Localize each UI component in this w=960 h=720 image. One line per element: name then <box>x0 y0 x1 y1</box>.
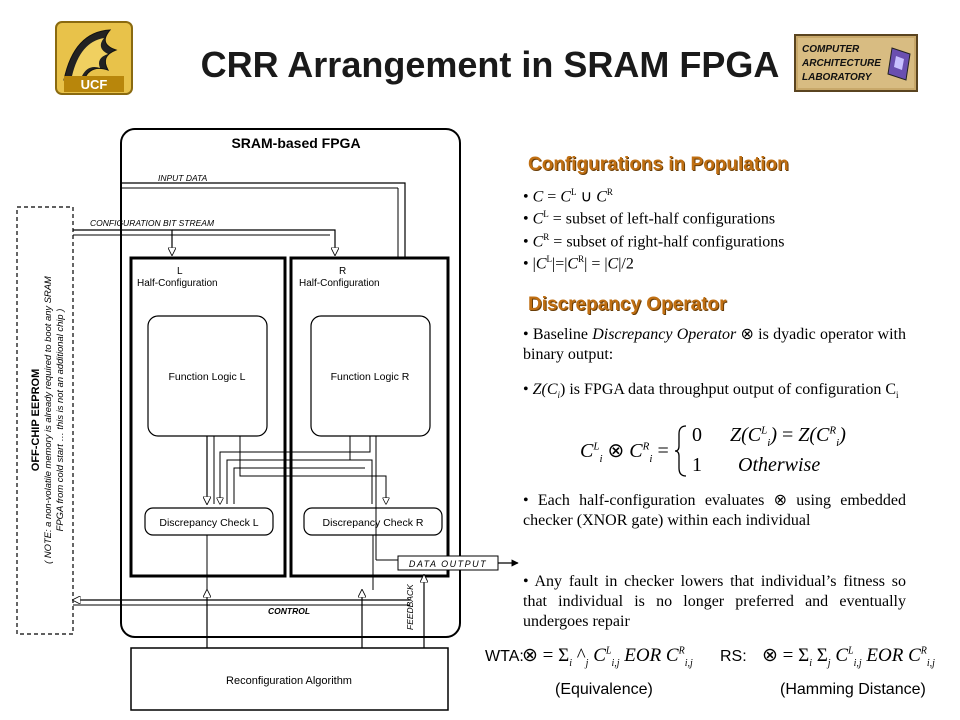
equivalence-caption: (Equivalence) <box>555 681 653 698</box>
fpga-label: SRAM-based FPGA <box>231 135 361 151</box>
config-stream-label: CONFIGURATION BIT STREAM <box>90 218 215 228</box>
discrepancy-equation: $C^L_i$ ⊗ $C^R_i$ = 0 $Z(C^L_i) = Z(C^R_i)$ 1 Otherwise <box>580 424 846 476</box>
discrepancy-para-4: • Any fault in checker lowers that individual’s fitness so that individual is no longer preferred and eventually undergoes repair <box>523 573 906 630</box>
config-bullet-1: • $C = C^L$ ∪ $C^R$ <box>523 187 613 206</box>
right-half-letter: R <box>339 266 347 277</box>
ucf-logo-text: UCF <box>80 77 108 92</box>
hamming-caption: (Hamming Distance) <box>780 681 926 698</box>
config-bullet-4: • $|C^L|=|C^R| = |C|/2$ <box>523 254 634 273</box>
function-logic-left-label: Function Logic L <box>168 371 246 383</box>
discrepancy-para-1: • Baseline Discrepancy Operator ⊗ is dyadic operator with binary output: <box>523 326 906 363</box>
section-configurations-heading: Configurations in Population <box>528 154 789 175</box>
logo-line-2: ARCHITECTURE <box>802 58 881 69</box>
config-bullet-3: • $C^R$ = subset of right-half configurations <box>523 232 785 251</box>
logo-line-1: COMPUTER <box>802 44 860 55</box>
left-half-label: Half-Configuration <box>137 278 218 289</box>
rs-formula: ⊗ = $\Sigma_i$ $\Sigma_j$ $C^L_{i,j}$ EOR $C^R_{i,j}$ <box>762 645 935 669</box>
rs-label: RS: <box>720 648 747 665</box>
input-data-label: INPUT DATA <box>158 173 208 183</box>
page-title: CRR Arrangement in SRAM FPGA <box>200 44 780 85</box>
right-half-label: Half-Configuration <box>299 278 380 289</box>
feedback-label: FEEDBACK <box>405 584 415 630</box>
discrepancy-check-left-label: Discrepancy Check L <box>159 517 259 529</box>
config-bullet-2: • $C^L$ = subset of left-half configurations <box>523 209 776 228</box>
eeprom-title: OFF-CHIP EEPROM <box>30 368 42 472</box>
control-label: CONTROL <box>268 606 311 616</box>
left-half-letter: L <box>177 266 183 277</box>
data-output-label: DATA OUTPUT <box>408 559 488 569</box>
wta-formula: ⊗ = $\Sigma_i$ $\^{}_j$ $C^L_{i,j}$ EOR $C^R_{i,j}$ <box>522 645 693 669</box>
reconfiguration-label: Reconfiguration Algorithm <box>226 675 352 687</box>
wta-label: WTA: <box>485 648 524 665</box>
discrepancy-para-3: • Each half-configuration evaluates ⊗ using embedded checker (XNOR gate) within each individual <box>523 492 906 529</box>
eeprom-note-2: FPGA from cold start … this is not an additional chip ) <box>54 308 65 532</box>
section-discrepancy-heading: Discrepancy Operator <box>528 294 727 315</box>
function-logic-right-label: Function Logic R <box>330 371 410 383</box>
discrepancy-para-2: • $Z(C_i)$ is FPGA data throughput output of configuration $C_i$ <box>523 381 899 401</box>
eeprom-note-1: ( NOTE: a non-volatile memory is already required to boot any SRAM <box>42 276 53 564</box>
logo-line-3: LABORATORY <box>802 72 872 83</box>
discrepancy-check-right-label: Discrepancy Check R <box>322 517 424 529</box>
